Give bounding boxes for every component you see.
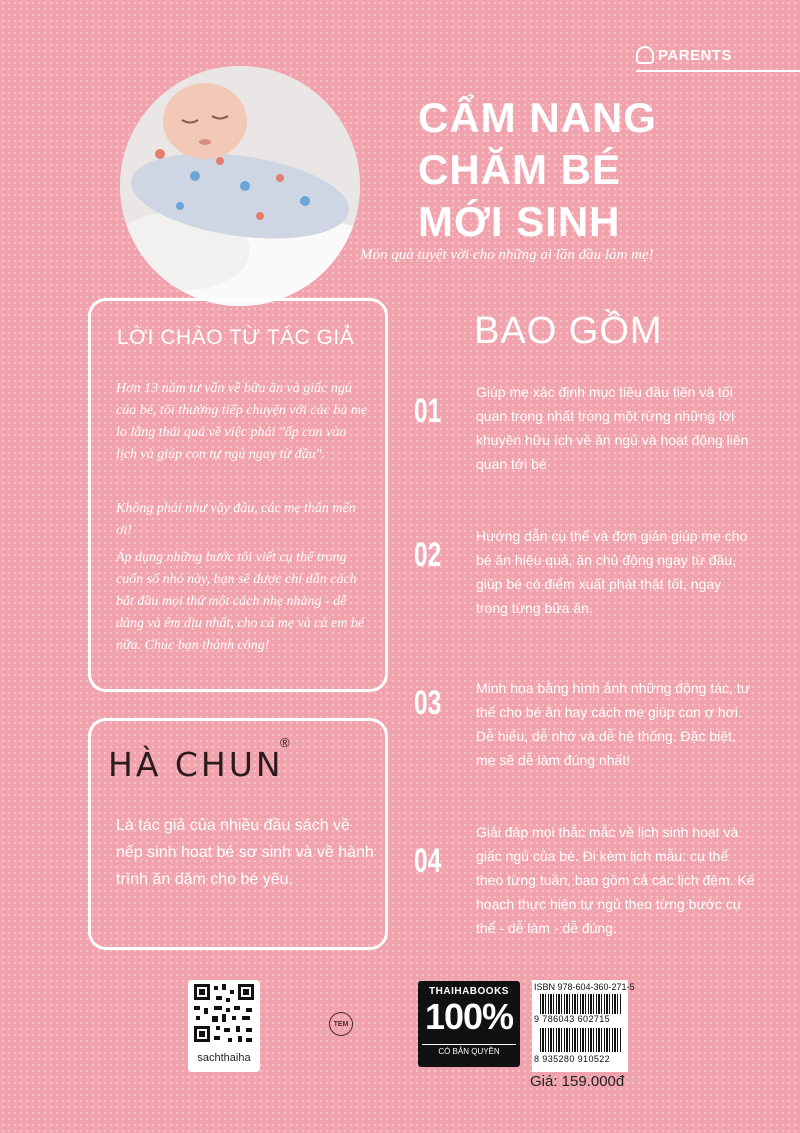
- qr-caption: sachthaiha: [197, 1052, 251, 1064]
- product-barcode-number: 8 935280 910522: [534, 1054, 611, 1064]
- title-line: MỚI SINH: [418, 198, 621, 245]
- isbn-label: ISBN 978-604-360-271-5: [534, 982, 635, 992]
- brand-name: PARENTS: [658, 46, 733, 64]
- greeting-paragraph: Không phải như vậy đâu, các mẹ thân mến ơi!: [116, 501, 356, 538]
- author-logo: HÀ CHUN: [108, 745, 284, 784]
- author-description: Là tác giả của nhiều đầu sách về nếp sinh hoạt bé sơ sinh và về hành trình ăn dặm cho bé yêu.: [116, 817, 374, 888]
- greeting-paragraph: Hơn 13 năm tư vấn về bữa ăn và giấc ngủ của bé, tôi thường tiếp chuyện với các bà mẹ lo lắng thái quá về việc phải "ốp con vào lịch và giúp con tự ngủ ngay từ đầu".: [116, 381, 368, 462]
- isbn-barcode: [540, 994, 622, 1014]
- badge-percent: 100%: [424, 996, 514, 1037]
- sleeping-baby-photo: [120, 66, 360, 306]
- registered-mark: ®: [280, 735, 290, 750]
- item-number: 01: [414, 392, 442, 430]
- badge-publisher: THAIHABOOKS: [429, 986, 509, 997]
- title-line: CẨM NANG: [418, 94, 657, 141]
- book-title: [418, 92, 758, 248]
- contents-title: BAO GỒM: [474, 310, 663, 352]
- item-number: 04: [414, 842, 442, 880]
- book-subtitle: Món quà tuyệt vời cho những ai lần đầu làm mẹ!: [360, 247, 654, 263]
- isbn-barcode-number: 9 786043 602715: [534, 1014, 611, 1024]
- publisher-brand: [636, 46, 732, 64]
- greeting-paragraph: Áp dụng những bước tôi viết cụ thể trong cuốn sổ nhỏ này, bạn sẽ được chỉ dẫn cách bắt đầu mọi thứ một cách nhẹ nhàng - dễ dàng và êm dịu nhất, cho cả mẹ và cả em bé nữa. Chúc bạn thành công!: [116, 550, 365, 653]
- brand-divider: [636, 70, 800, 72]
- title-line: CHĂM BÉ: [418, 146, 621, 193]
- item-text: Minh họa bằng hình ảnh những động tác, tư thế cho bé ăn hay cách mẹ giúp con ợ hơi. Dễ hiểu, dễ nhớ và dễ hệ thống. Đặc biệt, mẹ sẽ dễ làm đúng nhất!: [476, 680, 751, 768]
- item-number: 03: [414, 684, 442, 722]
- item-text: Hướng dẫn cụ thể và đơn giản giúp mẹ cho bé ăn hiệu quả, ăn chủ động ngay từ đầu, giúp bé có điểm xuất phát thật tốt, ngay trong từng bữa ăn.: [476, 528, 748, 616]
- tem-stamp-icon: TEM: [329, 1012, 353, 1036]
- badge-caption: CÓ BẢN QUYỀN: [422, 1044, 516, 1056]
- item-number: 02: [414, 536, 442, 574]
- price-label: Giá: 159.000đ: [530, 1073, 625, 1090]
- product-barcode: [540, 1028, 622, 1052]
- item-text: Giúp mẹ xác định mục tiêu đầu tiên và tối quan trọng nhất trong một rừng những lời khuyên hữu ích về ăn ngủ và hoạt động liên quan tới bé: [476, 384, 749, 472]
- hands-heart-icon: [636, 46, 654, 64]
- item-text: Giải đáp mọi thắc mắc về lịch sinh hoạt và giấc ngủ của bé. Đi kèm lịch mẫu: cụ thể theo từng tuần, bao gồm cả các lịch đệm. Kế hoạch thực hiện tự ngủ theo từng bước cụ thể - dễ làm - dễ đúng.: [476, 824, 755, 936]
- greeting-title: LỜI CHÀO TỪ TÁC GIẢ: [117, 326, 355, 349]
